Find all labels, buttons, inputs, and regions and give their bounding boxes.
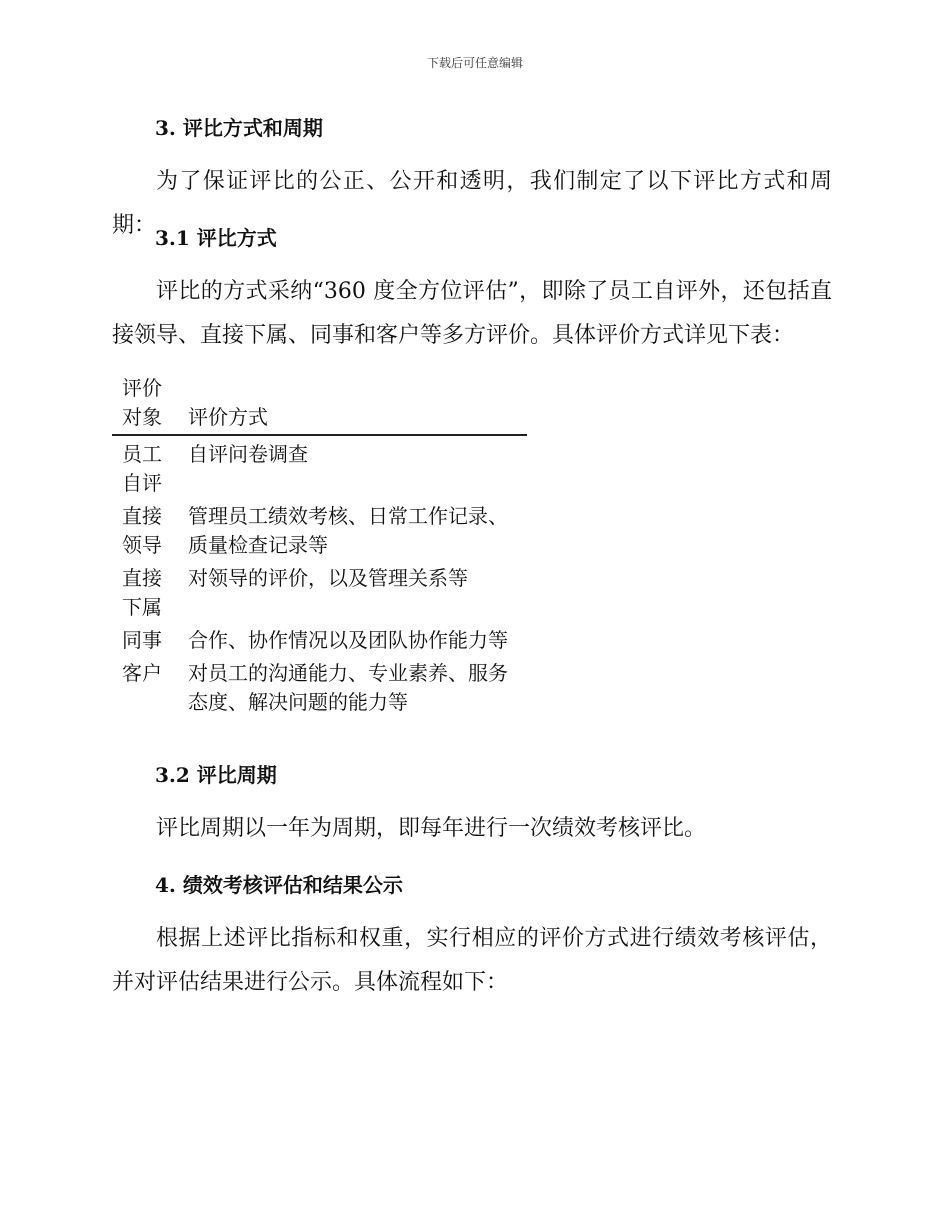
table-row <box>112 626 527 659</box>
table-cell-method: 管理员工绩效考核、日常工作记录、质量检查记录等 <box>188 504 508 557</box>
section-3-1-text: 评比的方式采纳“360 度全方位评估”，即除了员工自评外，还包括直接领导、直接下属、同事和客户等多方评价。具体评价方式详见下表： <box>112 279 832 348</box>
table-cell-target: 同事 <box>122 628 162 652</box>
table-header-target: 评价对象 <box>122 376 162 429</box>
section-3-1-heading: 3.1 评比方式 <box>155 226 277 250</box>
table-row <box>112 502 527 564</box>
table-cell-target: 员工自评 <box>122 442 162 495</box>
section-4-text: 根据上述评比指标和权重，实行相应的评价方式进行绩效考核评估，并对评估结果进行公示。具体流程如下： <box>112 926 832 995</box>
section-3-2-text: 评比周期以一年为周期，即每年进行一次绩效考核评比。 <box>156 816 707 841</box>
page-header: 下载后可任意编辑 <box>426 56 523 70</box>
section-3-2-heading: 3.2 评比周期 <box>155 763 277 787</box>
evaluation-method-table <box>112 374 527 721</box>
table-cell-method: 自评问卷调查 <box>188 442 308 466</box>
section-4-heading: 4. 绩效考核评估和结果公示 <box>155 873 403 897</box>
table-cell-target: 客户 <box>122 661 162 685</box>
table-cell-target: 直接下属 <box>122 566 162 619</box>
section-3-heading: 3. 评比方式和周期 <box>155 116 323 140</box>
section-3-intro: 为了保证评比的公正、公开和透明，我们制定了以下评比方式和周期： <box>112 169 832 238</box>
table-header-method: 评价方式 <box>188 405 268 429</box>
table-cell-method: 对领导的评价，以及管理关系等 <box>188 566 468 590</box>
table-row <box>112 659 527 721</box>
table-cell-target: 直接领导 <box>122 504 162 557</box>
table-row <box>112 564 527 626</box>
table-cell-method: 对员工的沟通能力、专业素养、服务态度、解决问题的能力等 <box>188 661 508 714</box>
table-row <box>112 435 527 502</box>
table-cell-method: 合作、协作情况以及团队协作能力等 <box>188 628 508 652</box>
table-header-row <box>112 374 527 435</box>
